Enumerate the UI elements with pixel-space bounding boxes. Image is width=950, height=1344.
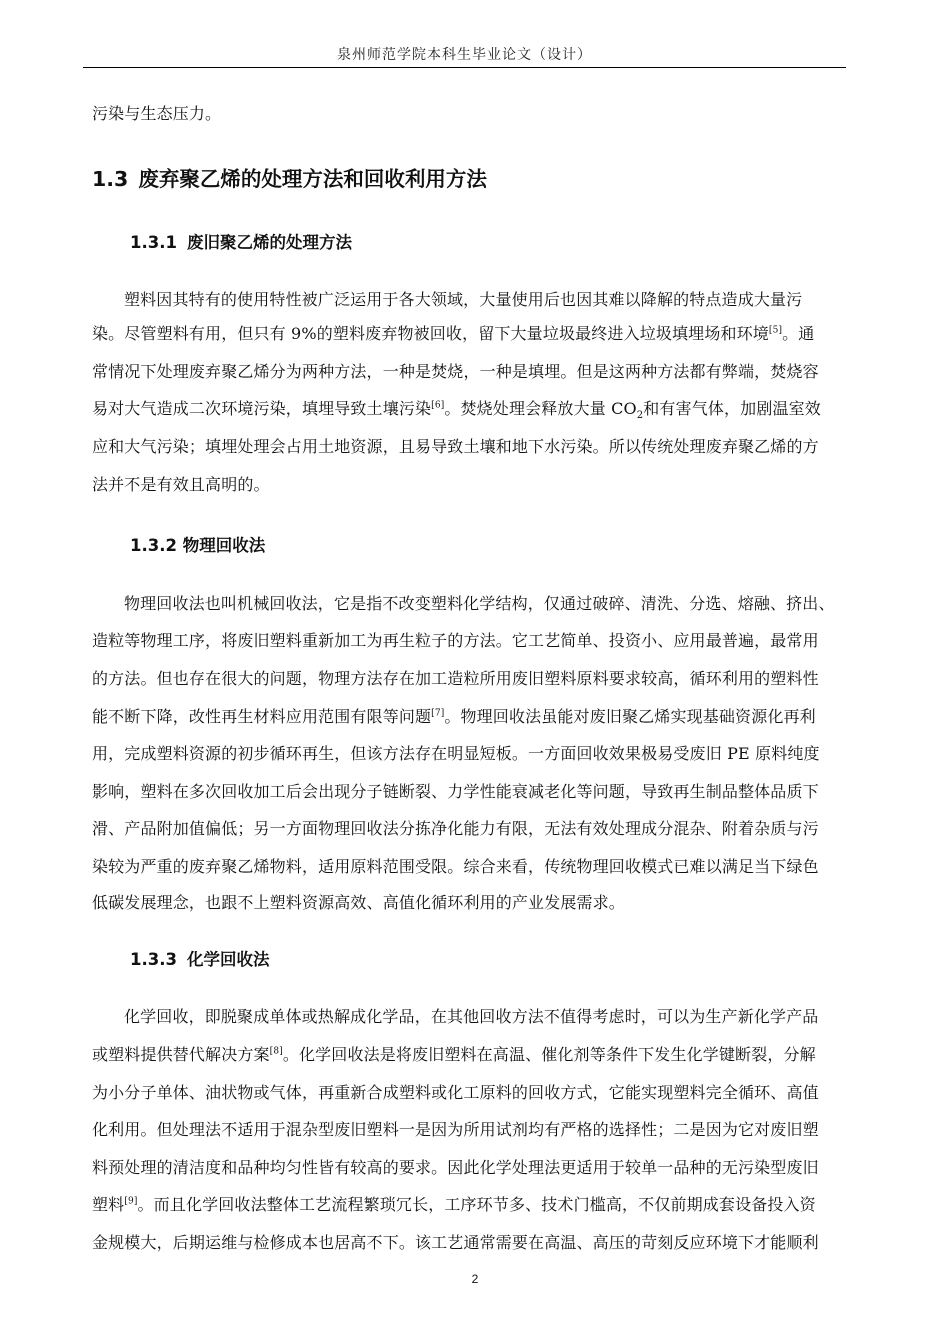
subsection-number: 1.3.1: [130, 233, 177, 252]
text-line: 常情况下处理废弃聚乙烯分为两种方法，一种是焚烧，一种是填埋。但是这两种方法都有弊端，焚烧容: [92, 362, 819, 381]
subsection-number: 1.3.3: [130, 950, 177, 969]
citation: [6]: [431, 400, 445, 411]
page-number: 2: [471, 1272, 479, 1286]
text-line: 影响，塑料在多次回收加工后会出现分子链断裂、力学性能衰减老化等问题，导致再生制品整体品质下: [92, 782, 819, 801]
header-rule: [83, 67, 846, 68]
subsection-title: 废旧聚乙烯的处理方法: [186, 233, 352, 252]
section-title: 废弃聚乙烯的处理方法和回收利用方法: [138, 167, 487, 191]
carry-over-text: 污染与生态压力。: [92, 104, 222, 123]
text-line: 低碳发展理念，也跟不上塑料资源高效、高值化循环利用的产业发展需求。: [92, 893, 625, 912]
text-line: 为小分子单体、油状物或气体，再重新合成塑料或化工原料的回收方式，它能实现塑料完全循环、高值: [92, 1083, 819, 1102]
subsection-heading-1-3-2: [130, 532, 265, 556]
citation: [9]: [124, 1196, 138, 1207]
citation: [5]: [768, 325, 783, 336]
text-line: 的方法。但也存在很大的问题，物理方法存在加工造粒所用废旧塑料原料要求较高，循环利用的塑料性: [92, 669, 819, 688]
text-line: 料预处理的清洁度和品种均匀性皆有较高的要求。因此化学处理法更适用于较单一品种的无污染型废旧: [92, 1158, 819, 1177]
citation: [8]: [269, 1046, 283, 1057]
subscript: 2: [636, 410, 644, 422]
section-heading-1-3: [92, 162, 487, 192]
text-line: 应和大气污染；填埋处理会占用土地资源，且易导致土壤和地下水污染。所以传统处理废弃聚乙烯的方: [92, 437, 819, 456]
section-number: 1.3: [92, 167, 129, 191]
text-line: 化利用。但处理法不适用于混杂型废旧塑料一是因为所用试剂均有严格的选择性；二是因为它对废旧塑: [92, 1120, 819, 1139]
text-line: 染。尽管塑料有用，但只有 9%的塑料废弃物被回收，留下大量垃圾最终进入垃圾填埋场和环境[5]。通: [92, 324, 815, 343]
running-header: 泉州师范学院本科生毕业论文（设计）: [337, 47, 592, 63]
text-line: 物理回收法也叫机械回收法，它是指不改变塑料化学结构，仅通过破碎、清洗、分选、熔融、挤出、: [124, 594, 835, 613]
text-line: 塑料[9]。而且化学回收法整体工艺流程繁琐冗长，工序环节多、技术门槛高，不仅前期成套设备投入资: [92, 1195, 816, 1214]
subsection-heading-1-3-3: [130, 946, 269, 970]
text-line: 滑、产品附加值偏低；另一方面物理回收法分拣净化能力有限，无法有效处理成分混杂、附着杂质与污: [92, 819, 819, 838]
text-line: 易对大气造成二次环境污染，填埋导致土壤污染[6]。焚烧处理会释放大量 $CO_2$和有害气体，加剧温室效: [92, 399, 821, 422]
text-line: 金规模大，后期运维与检修成本也居高不下。该工艺通常需要在高温、高压的苛刻反应环境下才能顺利: [92, 1233, 819, 1252]
text-line: 或塑料提供替代解决方案[8]。化学回收法是将废旧塑料在高温、催化剂等条件下发生化学键断裂，分解: [92, 1045, 816, 1064]
text-line: 化学回收，即脱聚成单体或热解成化学品，在其他回收方法不值得考虑时，可以为生产新化学产品: [124, 1007, 819, 1026]
text-line: 塑料因其特有的使用特性被广泛运用于各大领域，大量使用后也因其难以降解的特点造成大量污: [124, 290, 803, 309]
citation: [7]: [431, 708, 445, 719]
subsection-title: 化学回收法: [186, 950, 270, 969]
subsection-number: 1.3.2: [130, 536, 177, 555]
text-line: 染较为严重的废弃聚乙烯物料，适用原料范围受限。综合来看，传统物理回收模式已难以满足当下绿色: [92, 857, 819, 876]
text-line: 用，完成塑料资源的初步循环再生，但该方法存在明显短板。一方面回收效果极易受废旧 PE 原料纯度: [92, 744, 820, 763]
subsection-title: 物理回收法: [182, 536, 266, 555]
text-line: 能不断下降，改性再生材料应用范围有限等问题[7]。物理回收法虽能对废旧聚乙烯实现基础资源化再利: [92, 707, 816, 726]
text-line: 法并不是有效且高明的。: [92, 475, 270, 494]
subsection-heading-1-3-1: [130, 229, 352, 253]
text-line: 造粒等物理工序，将废旧塑料重新加工为再生粒子的方法。它工艺简单、投资小、应用最普遍，最常用: [92, 631, 819, 650]
